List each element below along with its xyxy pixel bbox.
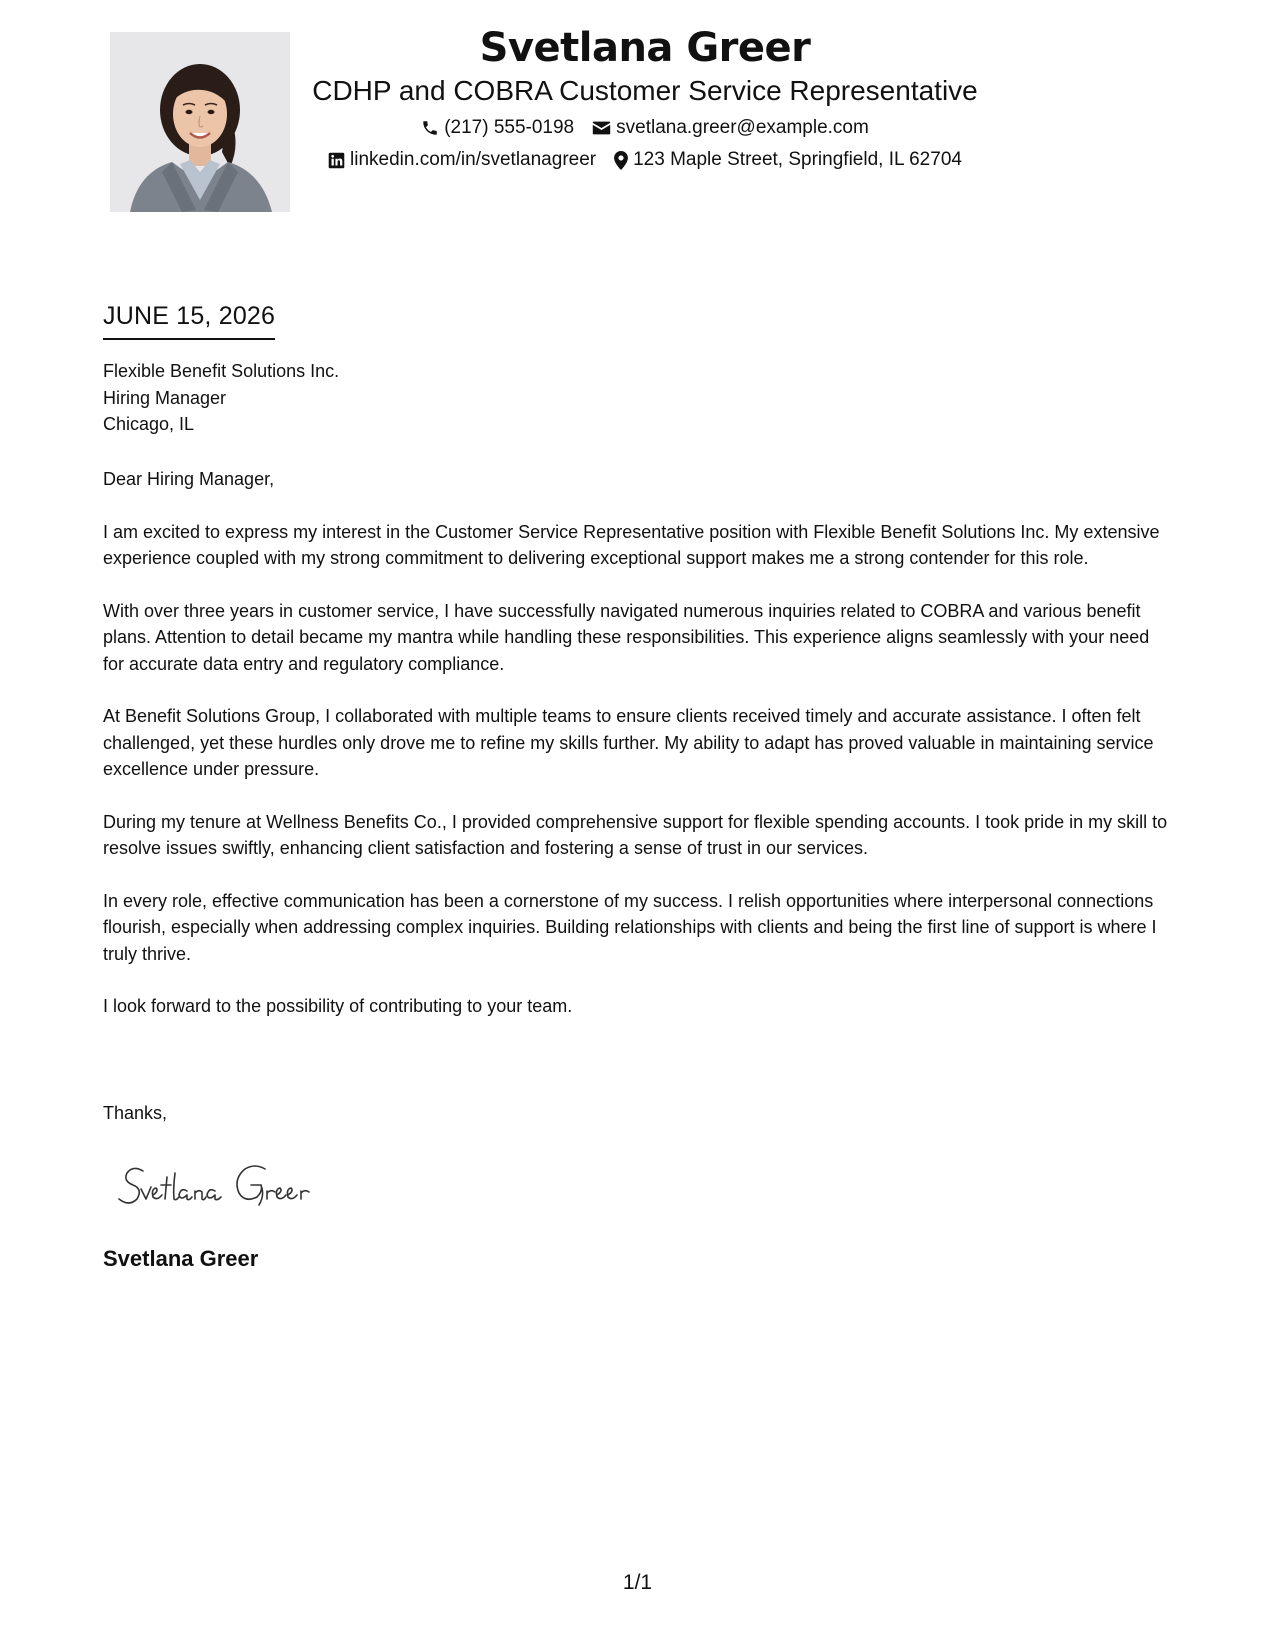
- paragraph: At Benefit Solutions Group, I collaborated with multiple teams to ensure clients received timely and accurate assistance. I often felt challenged, yet these hurdles only drove me to refine my skills further. My ability to adapt has proved valuable in maintaining service excellence under pressure.: [103, 706, 1154, 779]
- signer-name: Svetlana Greer: [103, 1246, 259, 1271]
- paragraph: I am excited to express my interest in the Customer Service Representative position with Flexible Benefit Solutions Inc. My extensive experience coupled with my strong commitment to delivering exceptional support makes me a strong contender for this role.: [103, 521, 1160, 568]
- page-number: 1/1: [622, 1571, 653, 1594]
- phone-number: (217) 555-0198: [444, 117, 575, 138]
- portrait-illustration: [110, 32, 290, 212]
- paragraph: With over three years in customer service, I have successfully navigated numerous inquiries related to COBRA and various benefit plans. Attention to detail became my mantra while handling these responsibilities. This experience aligns seamlessly with your need for accurate data entry and regulatory compliance.: [103, 600, 1150, 674]
- closing: Thanks,: [103, 1103, 168, 1123]
- linkedin-contact[interactable]: [328, 148, 596, 172]
- address-contact: [614, 148, 962, 172]
- street-address: 123 Maple Street, Springfield, IL 62704: [633, 149, 962, 170]
- recipient-company: Flexible Benefit Solutions Inc.: [103, 361, 340, 381]
- envelope-icon: [592, 120, 611, 136]
- linkedin-url: linkedin.com/in/svetlanagreer: [350, 149, 597, 170]
- recipient-location: Chicago, IL: [103, 414, 195, 434]
- applicant-name: Svetlana Greer: [479, 25, 811, 71]
- greeting: Dear Hiring Manager,: [103, 469, 275, 489]
- email-address: svetlana.greer@example.com: [616, 117, 869, 138]
- letter-body: [103, 466, 1173, 1046]
- paragraph: I look forward to the possibility of contributing to your team.: [103, 996, 573, 1016]
- header: [300, 22, 990, 172]
- recipient-role: Hiring Manager: [103, 387, 227, 408]
- email-contact[interactable]: [592, 116, 869, 140]
- phone-icon: [421, 119, 439, 137]
- phone-contact[interactable]: [421, 116, 574, 140]
- profile-photo: [110, 32, 290, 212]
- contact-row-2: [300, 148, 990, 172]
- contact-row-1: [300, 116, 990, 140]
- job-title: CDHP and COBRA Customer Service Representative: [312, 75, 978, 106]
- paragraph: In every role, effective communication has been a cornerstone of my success. I relish opportunities where interpersonal connections flourish, especially when addressing complex inquiries. Building relationships with clients and being the first line of support is where I truly thrive.: [103, 890, 1157, 964]
- map-pin-icon: [614, 151, 628, 170]
- recipient-block: [103, 358, 339, 438]
- letter-date: JUNE 15, 2026: [103, 300, 275, 340]
- handwritten-signature: [115, 1155, 355, 1215]
- linkedin-icon: [328, 152, 345, 169]
- paragraph: During my tenure at Wellness Benefits Co., I provided comprehensive support for flexible spending accounts. I took pride in my skill to resolve issues swiftly, enhancing client satisfaction and fostering a sense of trust in our services.: [103, 811, 1168, 858]
